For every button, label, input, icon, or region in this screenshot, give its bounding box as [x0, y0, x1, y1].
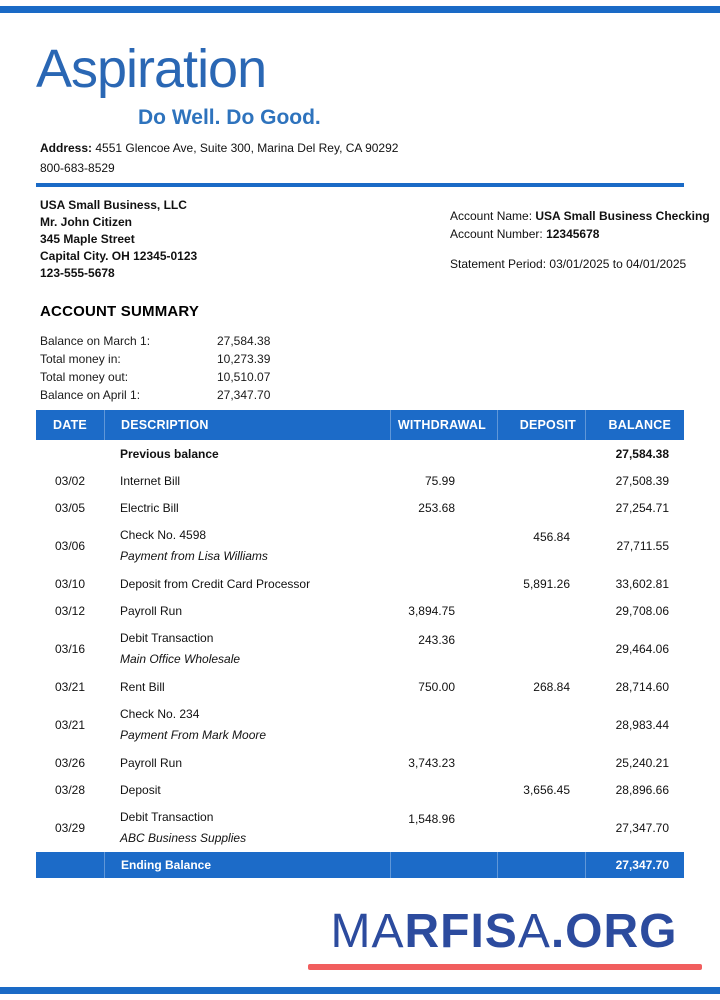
description-line2: Payment from Lisa Williams: [120, 549, 268, 563]
cell-balance: 27,584.38: [615, 446, 669, 461]
description-line2: Payment From Mark Moore: [120, 728, 267, 742]
cell-balance: 27,347.70: [615, 820, 669, 835]
customer-block: [40, 197, 197, 282]
statement-period-label: Statement Period:: [450, 257, 547, 271]
cell-description: [104, 783, 390, 797]
description-line1: Debit Transaction: [120, 810, 214, 824]
customer-street: 345 Maple Street: [40, 232, 135, 246]
cell-description: [104, 631, 390, 666]
summary-label: Balance on April 1:: [40, 388, 141, 402]
ending-balance-date-cell: [36, 852, 104, 878]
ending-balance-label: Ending Balance: [104, 852, 390, 878]
cell-balance: 28,714.60: [615, 679, 669, 694]
cell-date: 03/21: [54, 679, 86, 694]
customer-phone: 123-555-5678: [40, 266, 115, 280]
cell-balance: 27,508.39: [615, 473, 669, 488]
description-line1: Internet Bill: [120, 473, 181, 488]
cell-deposit: 456.84: [533, 530, 570, 544]
cell-deposit: [497, 803, 585, 812]
summary-row: [40, 332, 317, 350]
cell-description: [104, 474, 390, 488]
cell-date: 03/06: [54, 538, 86, 553]
bottom-border-bar: [0, 987, 720, 994]
transaction-row: [36, 673, 684, 700]
cell-deposit: [497, 700, 585, 709]
customer-name: Mr. John Citizen: [40, 215, 133, 229]
cell-date: 03/12: [54, 603, 86, 618]
cell-description: [104, 501, 390, 515]
cell-deposit: [497, 624, 585, 633]
cell-description: [104, 528, 390, 563]
description-line2: Main Office Wholesale: [120, 652, 241, 666]
ending-balance-withdrawal-cell: [390, 852, 497, 878]
transaction-row: [36, 570, 684, 597]
cell-withdrawal: [390, 700, 497, 709]
watermark-segment: .ORG: [550, 905, 678, 958]
watermark-underline: [308, 964, 702, 970]
transaction-row: [36, 521, 684, 570]
cell-date: 03/16: [54, 641, 86, 656]
account-number-label: Account Number:: [450, 227, 543, 241]
customer-city: Capital City. OH 12345-0123: [40, 249, 198, 263]
cell-deposit: 3,656.45: [523, 782, 570, 797]
watermark-segment: RFIS: [404, 905, 518, 958]
account-info-block: [450, 207, 710, 273]
summary-value: 27,584.38: [217, 334, 271, 348]
description-line1: Check No. 4598: [120, 528, 207, 542]
customer-company: USA Small Business, LLC: [40, 198, 187, 212]
header-description: DESCRIPTION: [104, 410, 390, 440]
description-line1: Deposit from Credit Card Processor: [120, 576, 311, 591]
transaction-row: [36, 749, 684, 776]
summary-row: [40, 350, 317, 368]
transaction-row: [36, 467, 684, 494]
table-header-row: [36, 410, 684, 440]
transaction-row: [36, 624, 684, 673]
header-withdrawal: WITHDRAWAL: [390, 410, 497, 440]
header-balance: BALANCE: [585, 410, 684, 440]
header-deposit: DEPOSIT: [497, 410, 585, 440]
cell-date: 03/29: [54, 820, 86, 835]
cell-date: 03/21: [54, 717, 86, 732]
summary-value: 10,510.07: [217, 370, 271, 384]
summary-row: [40, 368, 317, 386]
cell-withdrawal: 1,548.96: [408, 812, 455, 826]
account-number-line: [450, 225, 710, 243]
cell-withdrawal: 3,743.23: [408, 755, 455, 770]
description-line1: Rent Bill: [120, 679, 165, 694]
transaction-table: [36, 410, 684, 878]
cell-withdrawal: 243.36: [418, 633, 455, 647]
account-name-value: USA Small Business Checking: [535, 209, 710, 223]
cell-withdrawal: 75.99: [424, 473, 455, 488]
cell-deposit: 5,891.26: [523, 576, 570, 591]
transaction-row: [36, 700, 684, 749]
ending-balance-deposit-cell: [497, 852, 585, 878]
transaction-rows: [36, 440, 684, 852]
cell-withdrawal: [390, 521, 497, 530]
aspiration-logo: Aspiration: [36, 39, 267, 99]
cell-description: [104, 680, 390, 694]
cell-balance: 25,240.21: [615, 755, 669, 770]
cell-balance: 29,464.06: [615, 641, 669, 656]
address-line: [40, 138, 398, 158]
cell-balance: 28,983.44: [615, 717, 669, 732]
cell-description: [104, 756, 390, 770]
bank-address-block: [40, 138, 398, 178]
account-number-value: 12345678: [546, 227, 600, 241]
description-line1: Deposit: [120, 782, 161, 797]
description-line1: Payroll Run: [120, 755, 183, 770]
watermark-segment: A: [517, 905, 551, 958]
description-line1: Check No. 234: [120, 707, 200, 721]
marfisa-watermark: [300, 903, 708, 961]
account-name-label: Account Name:: [450, 209, 533, 223]
summary-value: 27,347.70: [217, 388, 271, 402]
summary-label: Total money in:: [40, 352, 121, 366]
address-value: 4551 Glencoe Ave, Suite 300, Marina Del Rey, CA 90292: [95, 141, 399, 155]
account-summary-title: ACCOUNT SUMMARY: [40, 303, 200, 320]
cell-date: 03/10: [54, 576, 86, 591]
cell-date: 03/02: [54, 473, 86, 488]
cell-description: [104, 447, 390, 461]
summary-label: Total money out:: [40, 370, 129, 384]
cell-balance: 27,254.71: [615, 500, 669, 515]
header-divider: [36, 183, 684, 187]
address-label: Address:: [40, 141, 93, 155]
cell-balance: 29,708.06: [615, 603, 669, 618]
description-line2: ABC Business Supplies: [120, 831, 247, 845]
cell-description: [104, 810, 390, 845]
transaction-row: [36, 494, 684, 521]
ending-balance-value: 27,347.70: [585, 852, 684, 878]
transaction-row: [36, 597, 684, 624]
statement-period-line: [450, 255, 710, 273]
transaction-row: [36, 803, 684, 852]
statement-period-value: 03/01/2025 to 04/01/2025: [549, 257, 687, 271]
cell-withdrawal: 253.68: [418, 500, 455, 515]
cell-date: 03/05: [54, 500, 86, 515]
cell-description: [104, 707, 390, 742]
logo-tagline: Do Well. Do Good.: [138, 106, 321, 129]
cell-description: [104, 577, 390, 591]
summary-rows: [40, 332, 317, 404]
cell-description: [104, 604, 390, 618]
top-border-bar: [0, 6, 720, 13]
description-line1: Payroll Run: [120, 603, 183, 618]
description-line1: Previous balance: [120, 446, 219, 461]
cell-withdrawal: 750.00: [418, 679, 455, 694]
cell-date: 03/28: [54, 782, 86, 797]
summary-row: [40, 386, 317, 404]
cell-date: 03/26: [54, 755, 86, 770]
transaction-row: [36, 440, 684, 467]
header-date: DATE: [53, 418, 87, 432]
watermark-segment: MA: [330, 905, 405, 958]
account-name-line: [450, 207, 710, 225]
description-line1: Debit Transaction: [120, 631, 214, 645]
cell-deposit: 268.84: [533, 679, 570, 694]
summary-value: 10,273.39: [217, 352, 271, 366]
transaction-row: [36, 776, 684, 803]
cell-balance: 28,896.66: [615, 782, 669, 797]
description-line1: Electric Bill: [120, 500, 179, 515]
cell-balance: 27,711.55: [616, 538, 669, 553]
cell-balance: 33,602.81: [615, 576, 669, 591]
summary-label: Balance on March 1:: [40, 334, 151, 348]
phone-line: 800-683-8529: [40, 161, 115, 175]
cell-withdrawal: 3,894.75: [408, 603, 455, 618]
ending-balance-row: [36, 852, 684, 878]
